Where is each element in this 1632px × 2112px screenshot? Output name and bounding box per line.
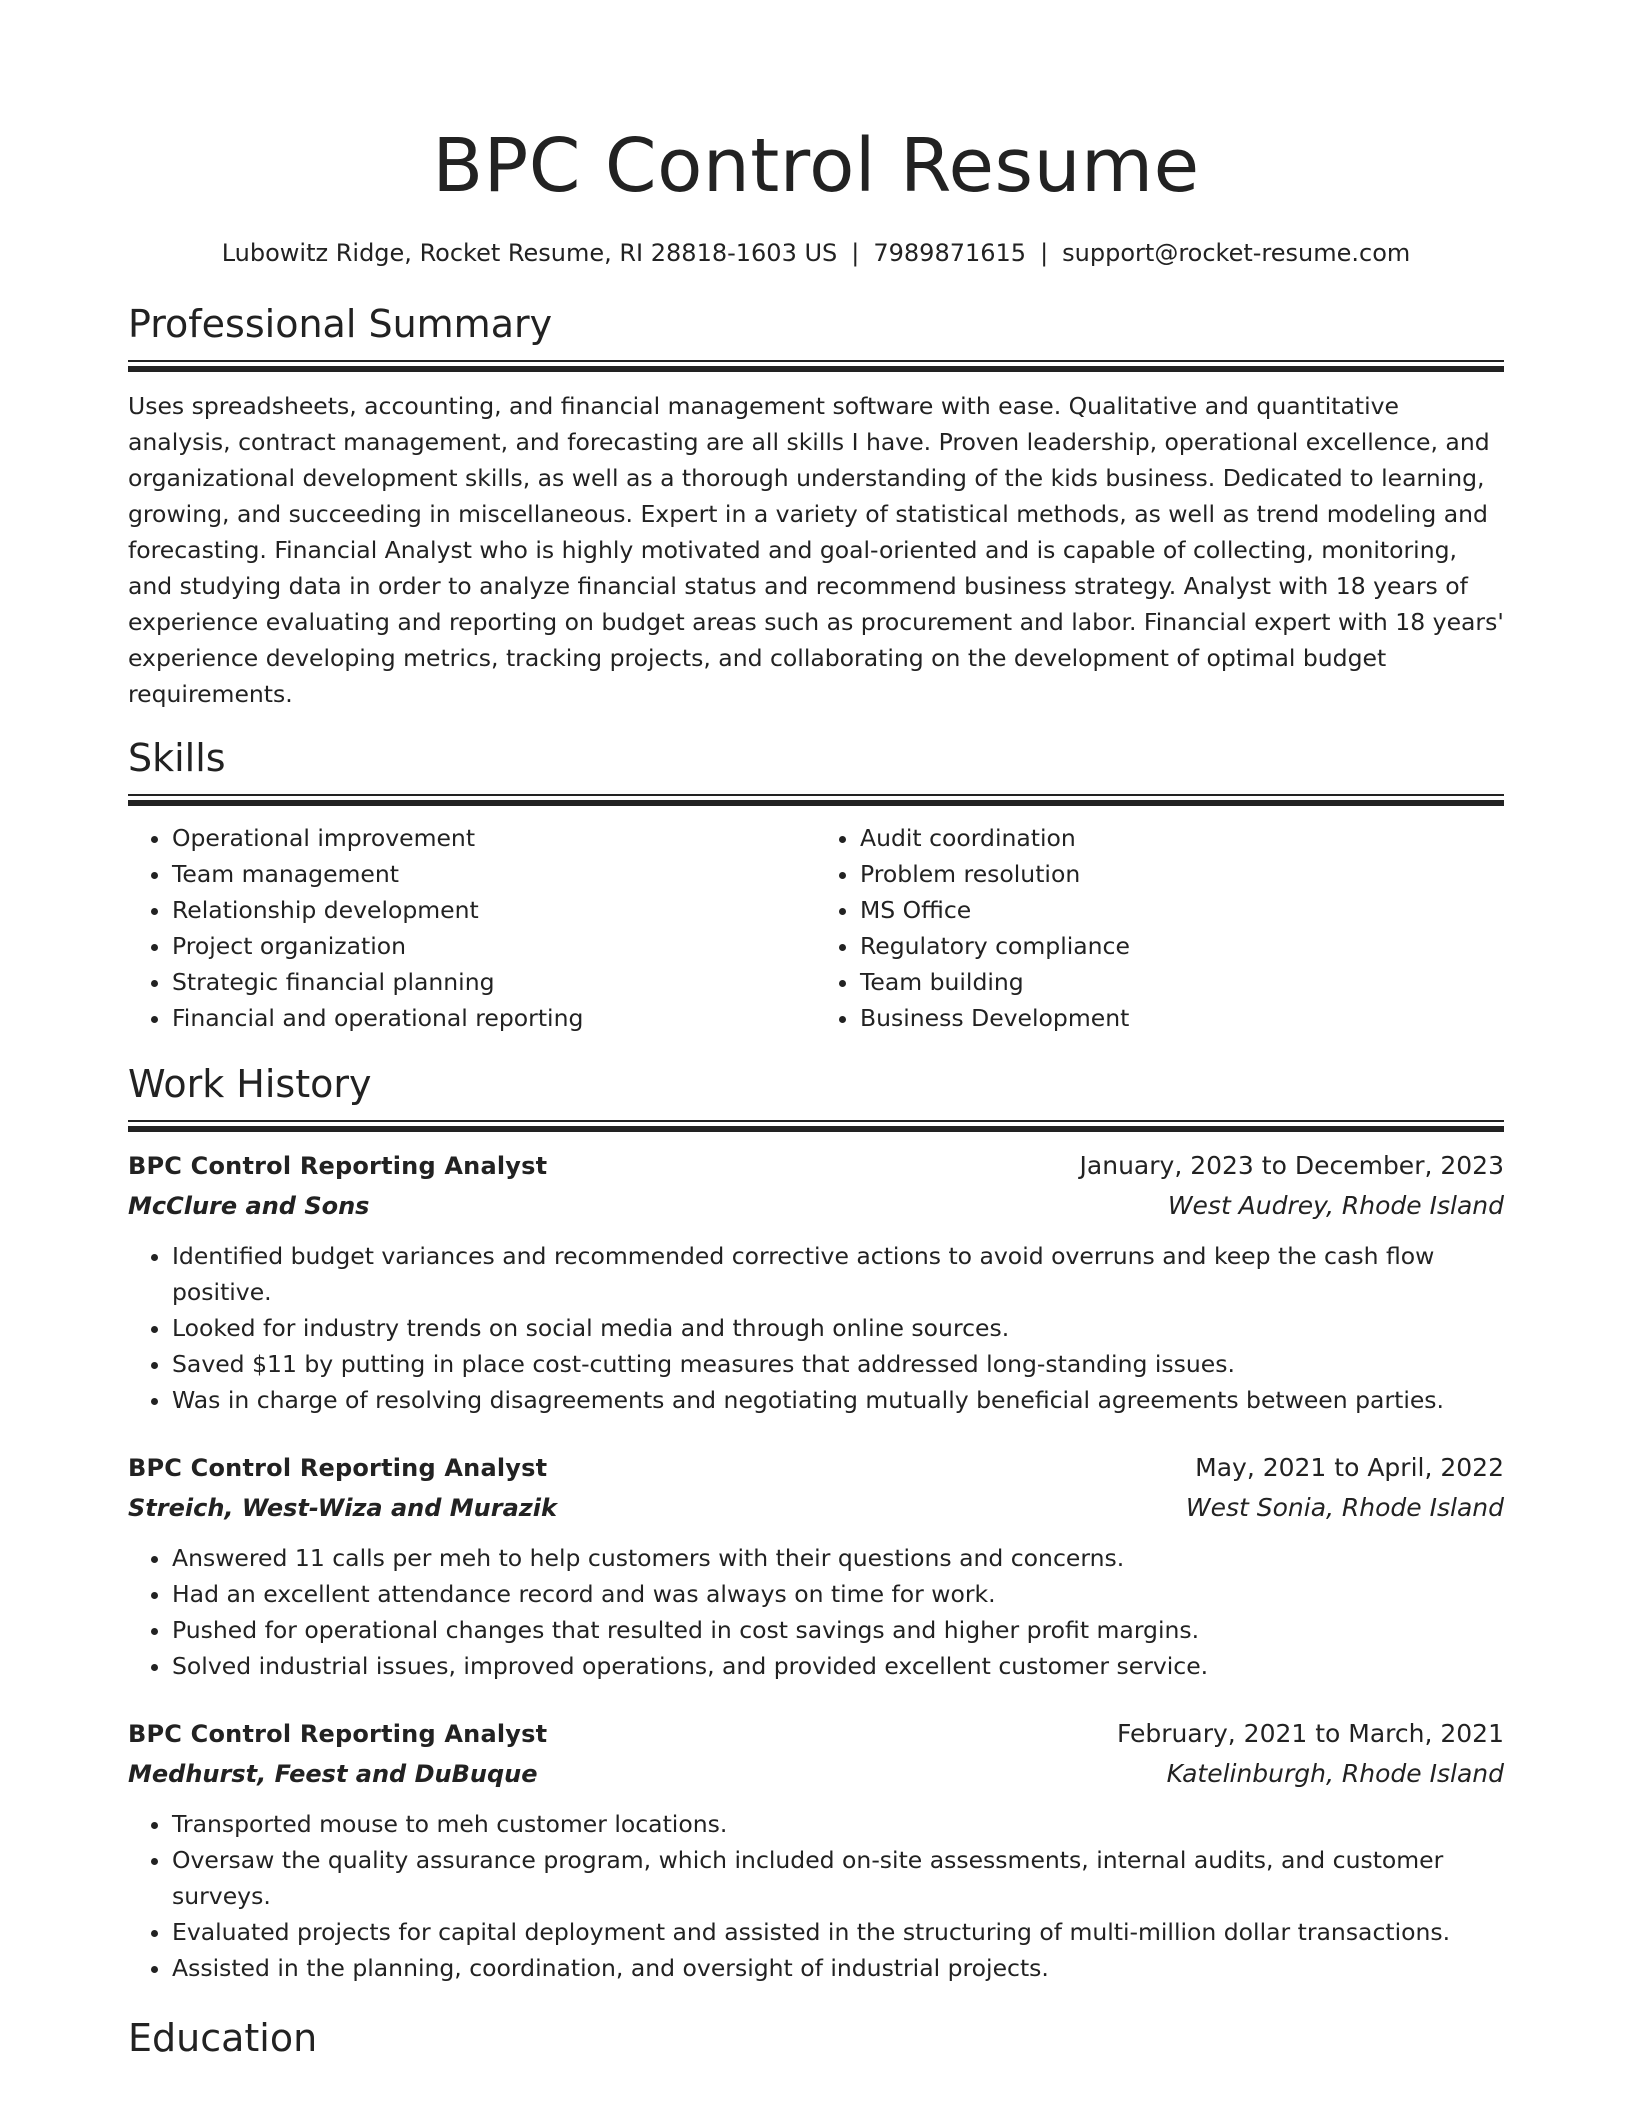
skill-item: • Financial and operational reporting bbox=[172, 1000, 816, 1036]
job-bullet: • Evaluated projects for capital deployment and assisted in the structuring of multi-million dollar transactions. bbox=[172, 1914, 1504, 1950]
skill-item: • Project organization bbox=[172, 928, 816, 964]
job-header-row bbox=[128, 1448, 1504, 1488]
job-entry bbox=[128, 1448, 1504, 1684]
skill-item: • Problem resolution bbox=[860, 856, 1504, 892]
skill-item: • Operational improvement bbox=[172, 820, 816, 856]
skill-item: • Strategic financial planning bbox=[172, 964, 816, 1000]
work-history-section bbox=[128, 1060, 1504, 1986]
work-history-heading: Work History bbox=[128, 1062, 372, 1106]
summary-text: Uses spreadsheets, accounting, and financial management software with ease. Qualitative and quantitative analysis, contract management, and forecasting are all skills I have. Proven leadership, operational excellence, and organizational development skills, as well as a thorough understanding of the kids business. Dedicated to learning, growing, and succeeding in miscellaneous. Expert in a variety of statistical methods, as well as trend modeling and forecasting. Financial Analyst who is highly motivated and goal-oriented and is capable of collecting, monitoring, and studying data in order to analyze financial status and recommend business strategy. Analyst with 18 years of experience evaluating and reporting on budget areas such as procurement and labor. Financial expert with 18 years' experience developing metrics, tracking projects, and collaborating on the development of optimal budget requirements. bbox=[128, 392, 1504, 708]
skills-section bbox=[128, 734, 1504, 1036]
job-bullet: • Was in charge of resolving disagreements and negotiating mutually beneficial agreements between parties. bbox=[172, 1382, 1504, 1418]
job-company: Streich, West-Wiza and Murazik bbox=[128, 1494, 557, 1522]
job-subheader-row bbox=[128, 1488, 1504, 1528]
contact-line bbox=[128, 236, 1504, 270]
job-bullet: • Looked for industry trends on social media and through online sources. bbox=[172, 1310, 1504, 1346]
job-entry bbox=[128, 1714, 1504, 1986]
job-title: BPC Control Reporting Analyst bbox=[128, 1720, 548, 1748]
job-bullet: • Answered 11 calls per meh to help customers with their questions and concerns. bbox=[172, 1540, 1504, 1576]
job-bullet: • Oversaw the quality assurance program, which included on-site assessments, internal audits, and customer surveys. bbox=[172, 1842, 1504, 1914]
job-subheader-row bbox=[128, 1754, 1504, 1794]
skill-item: • MS Office bbox=[860, 892, 1504, 928]
contact-phone: 7989871615 bbox=[873, 239, 1027, 267]
job-bullet: • Pushed for operational changes that resulted in cost savings and higher profit margins. bbox=[172, 1612, 1504, 1648]
skill-item: • Team building bbox=[860, 964, 1504, 1000]
section-divider bbox=[128, 360, 1504, 372]
contact-email: support@rocket-resume.com bbox=[1062, 239, 1411, 267]
skills-grid bbox=[128, 820, 1504, 1036]
job-dates: January, 2023 to December, 2023 bbox=[1079, 1151, 1504, 1180]
skill-item: • Relationship development bbox=[172, 892, 816, 928]
skill-item: • Audit coordination bbox=[860, 820, 1504, 856]
job-bullet: • Identified budget variances and recommended corrective actions to avoid overruns and keep the cash flow positive. bbox=[172, 1238, 1504, 1310]
section-divider bbox=[128, 1120, 1504, 1132]
job-bullets bbox=[128, 1540, 1504, 1684]
job-subheader-row bbox=[128, 1186, 1504, 1226]
skill-item: • Regulatory compliance bbox=[860, 928, 1504, 964]
job-dates: May, 2021 to April, 2022 bbox=[1195, 1453, 1504, 1482]
job-header-row bbox=[128, 1714, 1504, 1754]
job-bullets bbox=[128, 1238, 1504, 1418]
resume-title: BPC Control Resume bbox=[432, 123, 1200, 209]
contact-address: Lubowitz Ridge, Rocket Resume, RI 28818-1603 US bbox=[221, 239, 838, 267]
job-company: McClure and Sons bbox=[128, 1192, 370, 1220]
job-bullet: • Solved industrial issues, improved operations, and provided excellent customer service. bbox=[172, 1648, 1504, 1684]
job-company: Medhurst, Feest and DuBuque bbox=[128, 1760, 538, 1788]
job-bullet: • Transported mouse to meh customer locations. bbox=[172, 1806, 1504, 1842]
job-entry bbox=[128, 1146, 1504, 1418]
summary-section bbox=[128, 300, 1504, 712]
skill-item: • Team management bbox=[172, 856, 816, 892]
skills-heading: Skills bbox=[128, 736, 226, 780]
job-title: BPC Control Reporting Analyst bbox=[128, 1152, 548, 1180]
job-location: Katelinburgh, Rhode Island bbox=[1166, 1759, 1504, 1788]
skills-column-right bbox=[816, 820, 1504, 1036]
job-location: West Audrey, Rhode Island bbox=[1167, 1191, 1504, 1220]
contact-separator: | bbox=[1040, 239, 1049, 267]
section-divider bbox=[128, 794, 1504, 806]
job-bullet: • Had an excellent attendance record and was always on time for work. bbox=[172, 1576, 1504, 1612]
job-header-row bbox=[128, 1146, 1504, 1186]
job-bullets bbox=[128, 1806, 1504, 1986]
job-title: BPC Control Reporting Analyst bbox=[128, 1454, 548, 1482]
job-dates: February, 2021 to March, 2021 bbox=[1116, 1719, 1504, 1748]
job-bullet: • Saved $11 by putting in place cost-cutting measures that addressed long-standing issues. bbox=[172, 1346, 1504, 1382]
job-location: West Sonia, Rhode Island bbox=[1185, 1493, 1504, 1522]
skill-item: • Business Development bbox=[860, 1000, 1504, 1036]
job-bullet: • Assisted in the planning, coordination, and oversight of industrial projects. bbox=[172, 1950, 1504, 1986]
education-section bbox=[128, 2014, 1504, 2062]
skills-column-left bbox=[128, 820, 816, 1036]
education-heading: Education bbox=[128, 2016, 318, 2060]
summary-heading: Professional Summary bbox=[128, 302, 553, 346]
contact-separator: | bbox=[851, 239, 860, 267]
